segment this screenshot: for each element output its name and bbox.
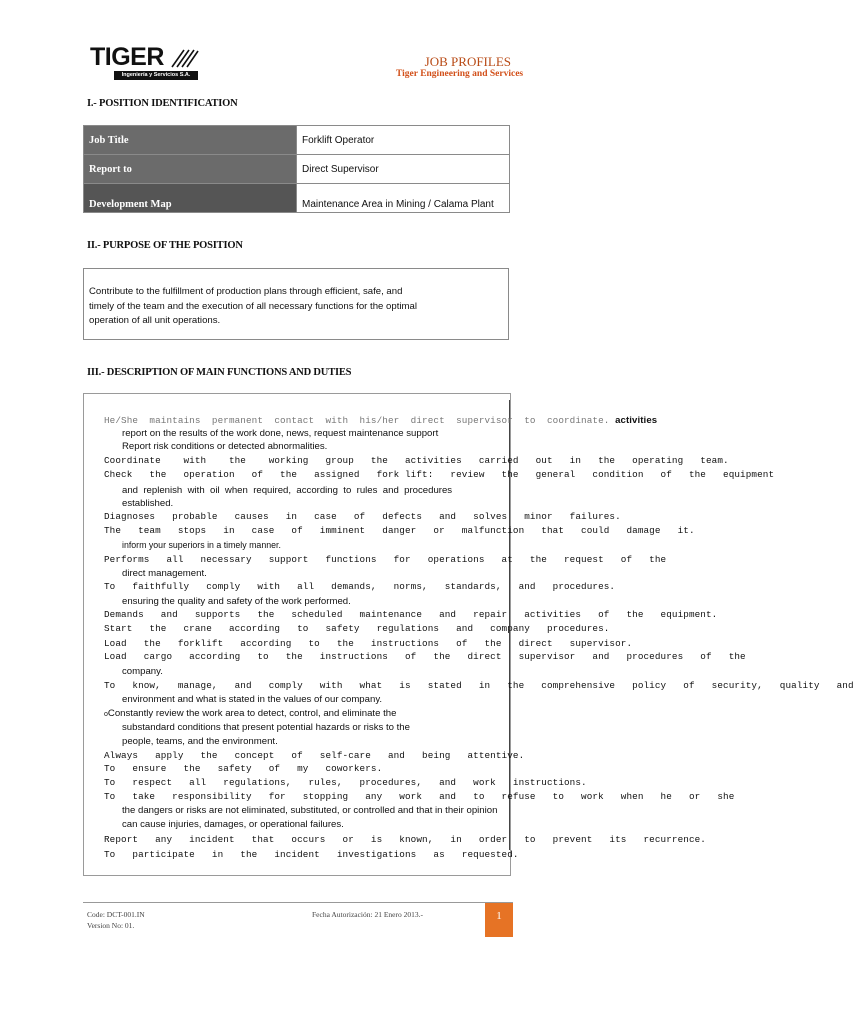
section-purpose-title: II.- PURPOSE OF THE POSITION: [87, 240, 243, 251]
duty-line: direct management.: [122, 568, 207, 579]
duty-line: Check the operation of the assigned fork lift: review the general condition of the equipment: [104, 469, 775, 480]
duty-line: Demands and supports the scheduled maintenance and repair activities of the equipment.: [104, 609, 718, 620]
duty-line: and replenish with oil when required, according to rules and procedures: [122, 485, 453, 496]
development-map-value: Maintenance Area in Mining / Calama Plant: [297, 184, 510, 213]
table-row: [84, 184, 510, 213]
report-to-label: Report to: [84, 155, 297, 184]
duty-line: oConstantly review the work area to detect, control, and eliminate the: [104, 708, 397, 719]
bullet-icon: o: [104, 711, 108, 718]
duty-line: Performs all necessary support functions for operations at the request of the: [104, 554, 667, 565]
duty-line: environment and what is stated in the values of our company.: [122, 694, 383, 705]
duty-line: company.: [122, 666, 163, 677]
duty-line: Coordinate with the working group the activities carried out in the operating team.: [104, 455, 729, 466]
duty-line: Always apply the concept of self-care and being attentive.: [104, 750, 525, 761]
duty-line: inform your superiors in a timely manner.: [122, 540, 281, 550]
footer-code: Code: DCT-001.IN: [87, 910, 145, 919]
position-table: [83, 125, 510, 213]
duty-line: substandard conditions that present potential hazards or risks to the: [122, 722, 410, 733]
purpose-text: [89, 285, 502, 329]
duty-line: the dangers or risks are not eliminated, substituted, or controlled and that in their opinion: [122, 805, 498, 816]
footer-version: Version No: 01.: [87, 921, 135, 930]
duty-line: report on the results of the work done, news, request maintenance support: [122, 428, 439, 439]
duty-line: Load the forklift according to the instructions of the direct supervisor.: [104, 638, 633, 649]
footer-rule: [83, 902, 513, 903]
footer-authorization-date: Fecha Autorización: 21 Enero 2013.-: [312, 910, 424, 919]
section-functions-title: III.- DESCRIPTION OF MAIN FUNCTIONS AND DUTIES: [87, 367, 352, 378]
duty-line: To participate in the incident investigations as requested.: [104, 849, 519, 860]
table-row: [84, 126, 510, 155]
logo-stripes-icon: [168, 48, 198, 68]
doc-title: JOB PROFILES: [424, 54, 511, 69]
report-to-value: Direct Supervisor: [297, 155, 510, 184]
duty-line-extra: activities: [615, 415, 658, 426]
logo-subtitle: Ingeniería y Servicios S.A.: [114, 71, 198, 80]
duty-line: Diagnoses probable causes in case of defects and solves minor failures.: [104, 511, 621, 522]
duty-line: established.: [122, 498, 174, 509]
duty-line: Report any incident that occurs or is known, in order to prevent its recurrence.: [104, 834, 706, 845]
duty-line: Report risk conditions or detected abnormalities.: [122, 441, 328, 452]
purpose-line: timely of the team and the execution of all necessary functions for the optimal: [89, 300, 417, 312]
duty-line: ensuring the quality and safety of the work performed.: [122, 596, 351, 607]
duty-line: To respect all regulations, rules, procedures, and work instructions.: [104, 777, 587, 788]
duty-line: The team stops in case of imminent danger or malfunction that could damage it.: [104, 525, 695, 536]
company-logo: [90, 44, 200, 82]
purpose-line: Contribute to the fulfillment of production plans through efficient, safe, and: [89, 286, 403, 297]
job-title-label: Job Title: [84, 126, 297, 155]
duty-line: people, teams, and the environment.: [122, 736, 278, 747]
duty-line: To know, manage, and comply with what is stated in the comprehensive policy of security, quality and: [104, 680, 854, 691]
job-title-value: Forklift Operator: [297, 126, 510, 155]
duty-line: To ensure the safety of my coworkers.: [104, 763, 383, 774]
duty-line: He/She maintains permanent contact with his/her direct supervisor to coordinate. activities: [104, 415, 658, 426]
doc-subtitle: Tiger Engineering and Services: [396, 69, 524, 79]
section-position-identification-title: I.- POSITION IDENTIFICATION: [87, 98, 238, 109]
purpose-line: operation of all unit operations.: [89, 315, 221, 326]
page-number: 1: [485, 903, 513, 937]
development-map-label: Development Map: [84, 184, 297, 213]
duty-line: To take responsibility for stopping any work and to refuse to work when he or she: [104, 791, 735, 802]
duty-line: Start the crane according to safety regulations and company procedures.: [104, 623, 610, 634]
table-row: [84, 155, 510, 184]
duty-line: To faithfully comply with all demands, norms, standards, and procedures.: [104, 581, 616, 592]
logo-text: TIGER: [90, 43, 164, 71]
duty-line: Load cargo according to the instructions of the direct supervisor and procedures of the: [104, 651, 746, 662]
duty-line: can cause injuries, damages, or operational failures.: [122, 819, 344, 830]
purpose-box: [83, 268, 509, 340]
